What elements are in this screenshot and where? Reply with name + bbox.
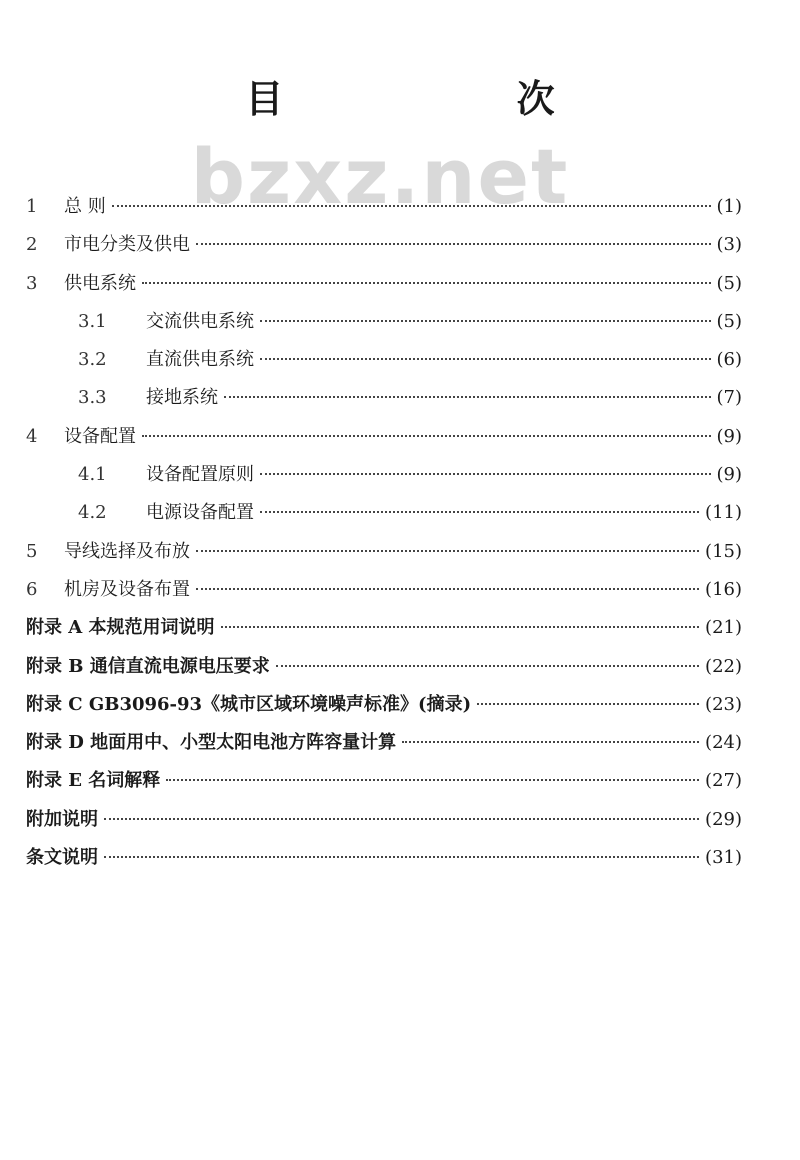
toc-entry[interactable] (26, 230, 742, 268)
toc-entry-page: (11) (705, 502, 742, 524)
toc-entry-page: (23) (705, 693, 742, 715)
dot-leader (260, 358, 711, 360)
toc-entry[interactable] (26, 652, 742, 690)
dot-leader (477, 703, 699, 705)
toc-entry-page: (9) (716, 425, 742, 447)
toc-entry-page: (9) (716, 464, 742, 486)
toc-entry-page: (7) (716, 387, 742, 409)
watermark: bzxz.net (190, 132, 570, 221)
toc-entry[interactable] (26, 345, 742, 383)
toc-entry[interactable] (26, 460, 742, 498)
toc-entry-label: 附录 A 本规范用词说明 (26, 617, 215, 639)
dot-leader (196, 550, 699, 552)
dot-leader (166, 779, 699, 781)
toc-entry-label: 电源设备配置 (146, 502, 254, 524)
toc-entry-label: 交流供电系统 (146, 310, 254, 332)
toc-entry[interactable] (26, 690, 742, 728)
dot-leader (104, 856, 699, 858)
toc-entry[interactable] (26, 307, 742, 345)
toc-entry-label: 附录 B 通信直流电源电压要求 (26, 655, 270, 677)
toc-entry-label: 条文说明 (26, 847, 98, 869)
toc-entry-label: 供电系统 (64, 272, 136, 294)
toc-entry-page: (5) (716, 272, 742, 294)
toc-entry[interactable] (26, 575, 742, 613)
toc-entry-number: 1 (26, 196, 38, 217)
toc-entry-label: 设备配置 (64, 425, 136, 447)
toc-entry-label: 导线选择及布放 (64, 540, 190, 562)
toc-entry[interactable] (26, 728, 742, 766)
toc-entry-page: (15) (705, 540, 742, 562)
toc-entry-page: (5) (716, 310, 742, 332)
dot-leader (402, 741, 699, 743)
toc-entry-page: (21) (705, 617, 742, 639)
toc-entry[interactable] (26, 766, 742, 804)
dot-leader (142, 435, 711, 437)
dot-leader (112, 205, 711, 207)
toc-entry-number: 2 (26, 234, 38, 256)
dot-leader (196, 588, 699, 590)
toc-entry-page: (24) (705, 732, 742, 754)
toc-entry[interactable] (26, 269, 742, 307)
toc-entry-page: (22) (705, 655, 742, 677)
table-of-contents (26, 192, 742, 881)
toc-entry-label: 市电分类及供电 (64, 234, 190, 256)
toc-entry-number: 3.2 (78, 349, 107, 371)
toc-entry-label: 附录 C GB3096-93《城市区域环境噪声标准》(摘录) (26, 693, 472, 715)
toc-entry[interactable] (26, 498, 742, 536)
toc-entry-page: (1) (716, 196, 742, 217)
toc-entry[interactable] (26, 537, 742, 575)
toc-entry-number: 3.3 (78, 387, 107, 409)
toc-entry-page: (31) (705, 847, 742, 869)
toc-entry[interactable] (26, 613, 742, 651)
toc-entry-number: 4 (26, 425, 38, 447)
toc-entry-number: 3.1 (78, 310, 107, 332)
toc-entry-number: 4.1 (78, 464, 107, 486)
toc-entry-label: 附加说明 (26, 808, 98, 830)
toc-entry-number: 4.2 (78, 502, 107, 524)
dot-leader (104, 818, 699, 820)
toc-entry-label: 设备配置原则 (146, 464, 254, 486)
toc-entry-label: 机房及设备布置 (64, 578, 190, 600)
dot-leader (221, 626, 700, 628)
toc-entry-label: 附录 D 地面用中、小型太阳电池方阵容量计算 (26, 732, 397, 754)
dot-leader (260, 511, 699, 513)
toc-entry-label: 直流供电系统 (146, 349, 254, 371)
toc-entry-page: (29) (705, 808, 742, 830)
toc-entry-number: 3 (26, 272, 38, 294)
toc-entry-label: 附录 E 名词解释 (26, 770, 161, 792)
toc-entry-page: (27) (705, 770, 742, 792)
toc-entry[interactable] (26, 422, 742, 460)
toc-entry[interactable] (26, 805, 742, 843)
toc-entry-number: 5 (26, 540, 38, 562)
toc-entry-label: 总 则 (64, 196, 106, 217)
dot-leader (224, 396, 711, 398)
toc-entry[interactable] (26, 843, 742, 881)
dot-leader (196, 243, 711, 245)
toc-entry-page: (16) (705, 578, 742, 600)
toc-entry-page: (3) (716, 234, 742, 256)
toc-entry-page: (6) (716, 349, 742, 371)
toc-entry-number: 6 (26, 578, 38, 600)
toc-entry[interactable] (26, 192, 742, 230)
dot-leader (260, 320, 711, 322)
toc-entry-label: 接地系统 (146, 387, 218, 409)
dot-leader (142, 282, 711, 284)
toc-entry[interactable] (26, 383, 742, 421)
page-title: 目 次 (245, 77, 665, 121)
dot-leader (276, 665, 699, 667)
dot-leader (260, 473, 711, 475)
